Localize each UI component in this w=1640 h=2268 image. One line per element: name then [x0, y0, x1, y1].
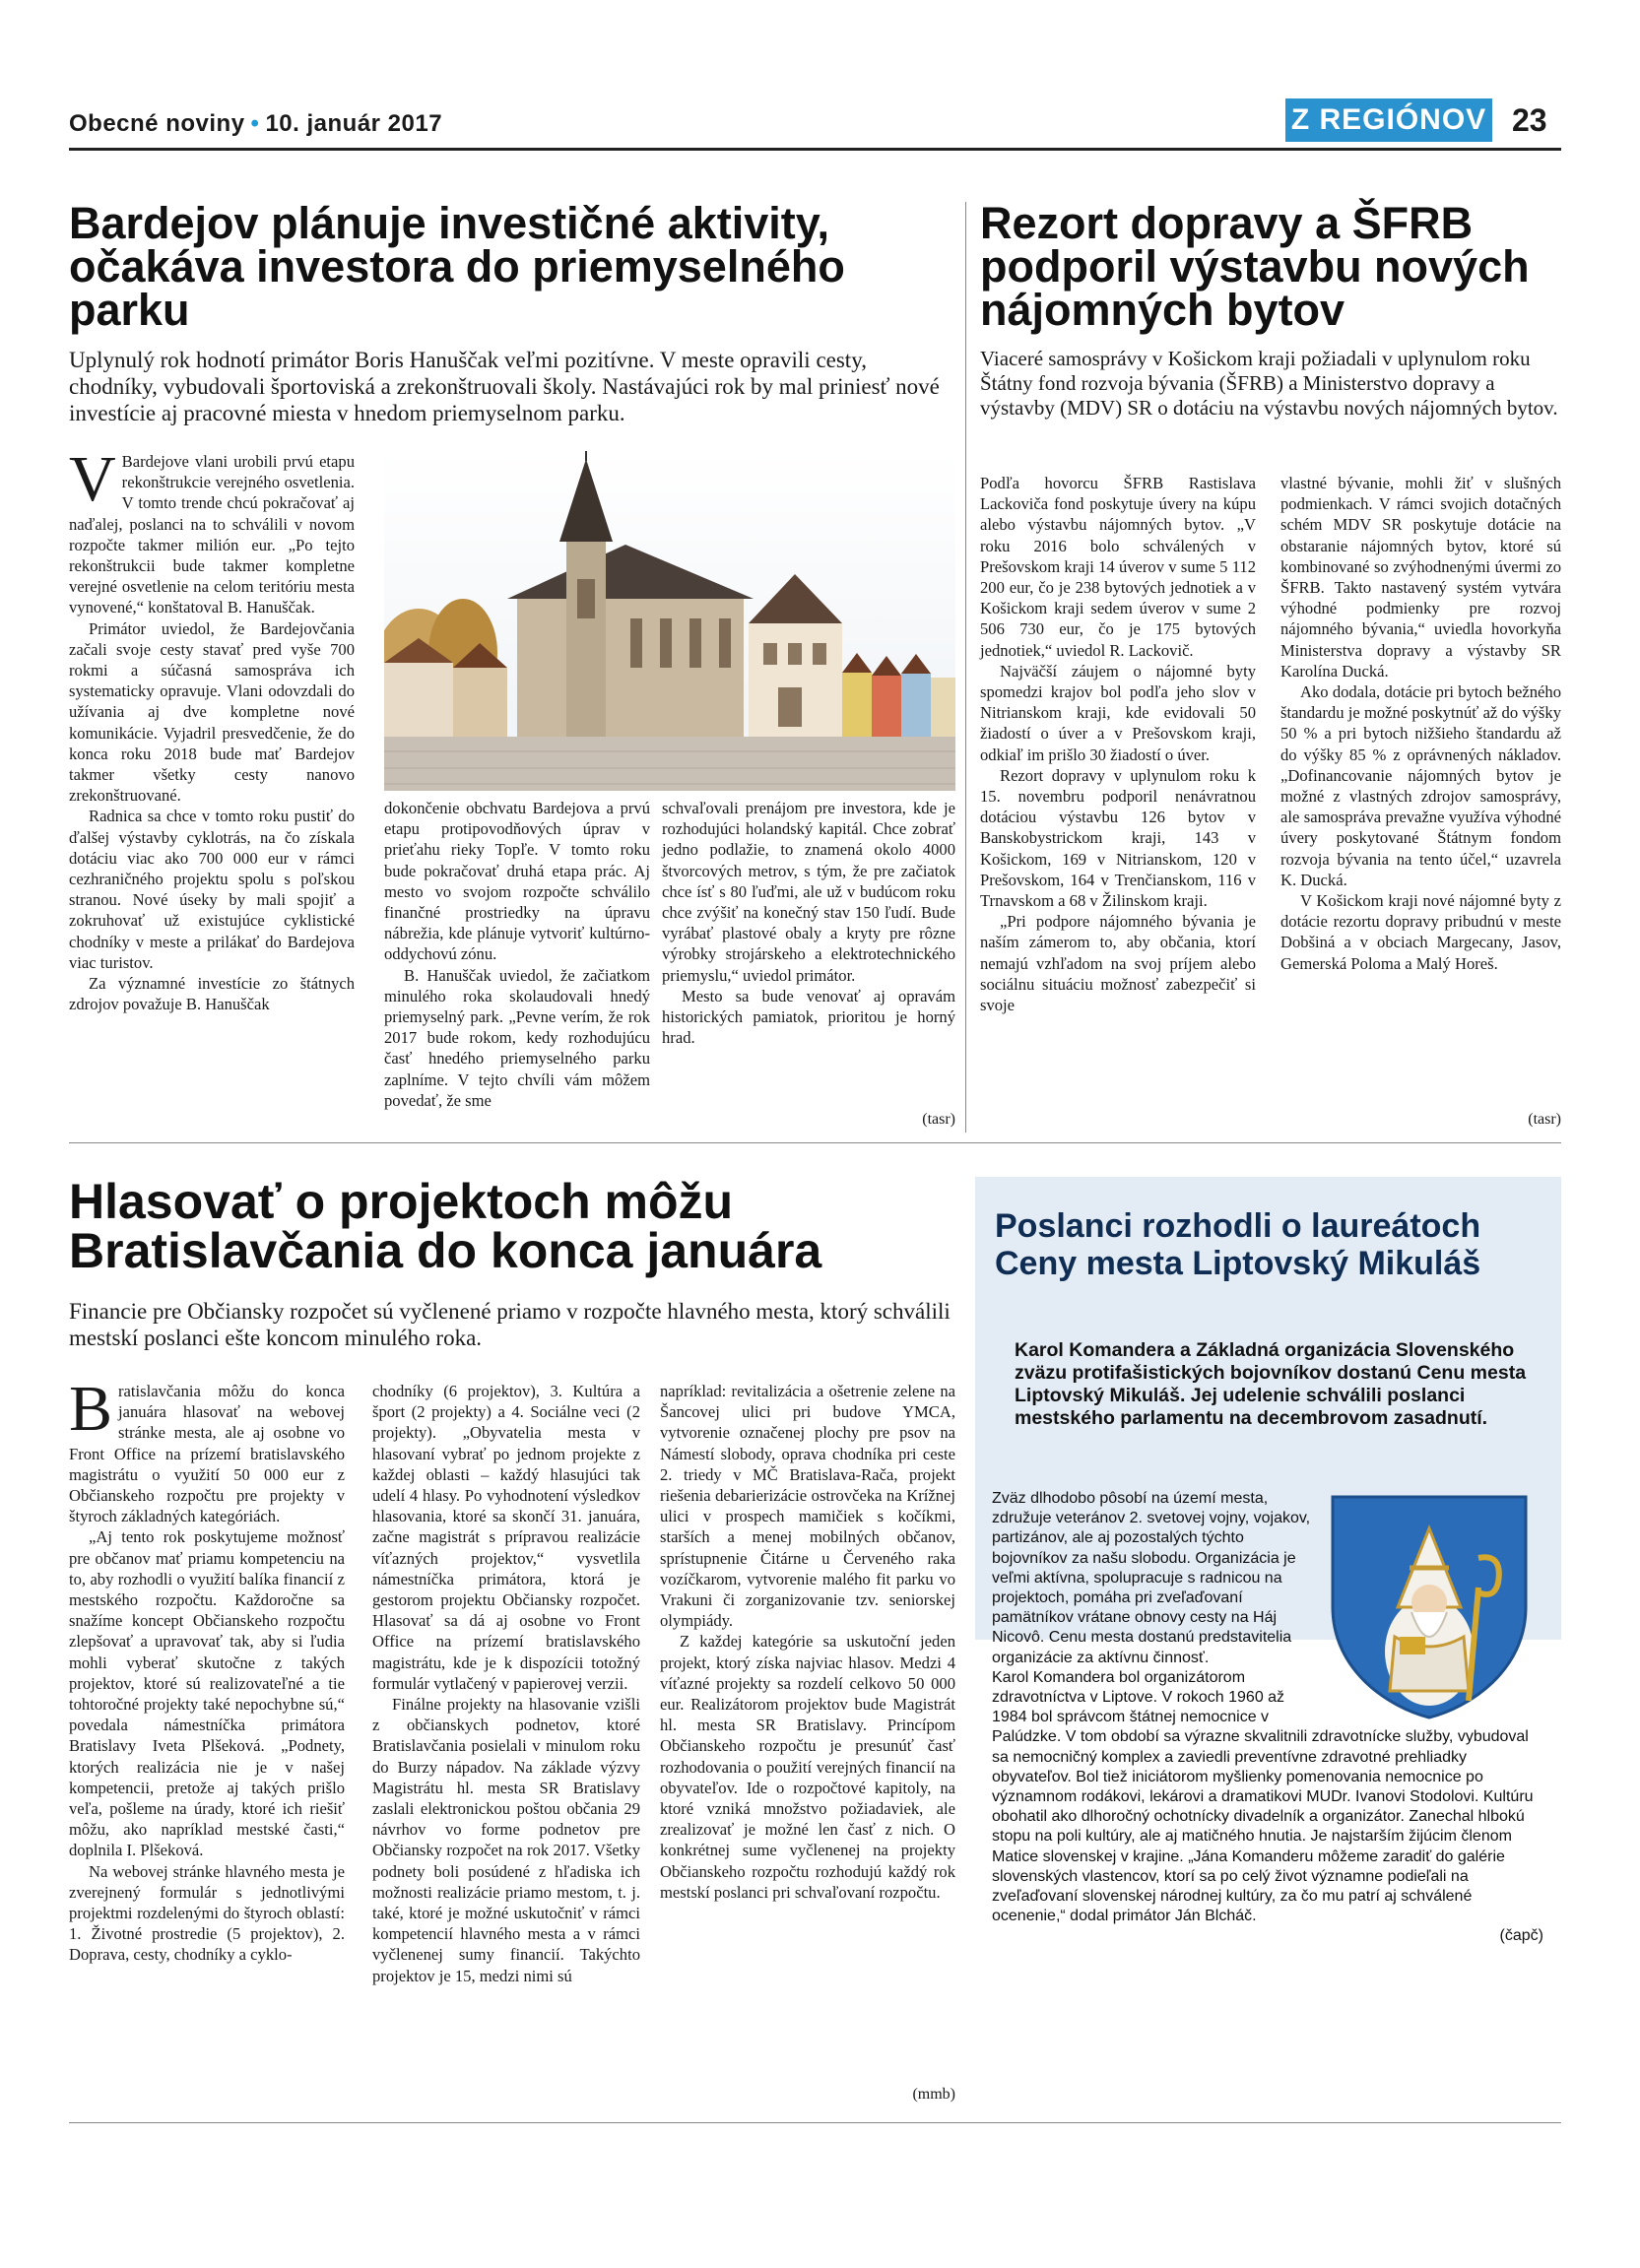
- paragraph: „Aj tento rok poskytujeme možnosť pre občanov mať priamu kompetenciu na to, aby rozhodli o využití balíka financií z mestského rozpočtu. Každoročne sa snažíme koncept Občianskeho rozpočtu zlepšovať a upravovať tak, aby si ľudia mohli vyberať skutočne z takých projektov, ktoré sú realizovateľné a tie tohtoročné projekty také nepochybne sú,“ povedala námestníčka primátora Bratislavy Iveta Plšeková. „Podnety, ktorých realizácia nie je v našej kompetencii, pretože aj takých prišlo veľa, pošleme na úrady, ktoré ich riešiť môžu, ako napríklad mestské časti,“ doplnila I. Plšeková.: [69, 1527, 345, 1860]
- article-column: [384, 798, 650, 1111]
- article-lead: Uplynulý rok hodnotí primátor Boris Hanuščak veľmi pozitívne. V meste opravili cesty, chodníky, vybudovali športoviská a zrekonštruovali školy. Nastávajúci rok by mal priniesť nové investície aj pracovné miesta v hnedom priemyselnom parku.: [69, 348, 940, 425]
- article-column: [1280, 473, 1561, 974]
- paragraph: Primátor uviedol, že Bardejovčania začali svoje cesty stavať pred vyše 700 rokmi a súčasná samospráva ich systematicky opravuje. Vlani odovzdali do užívania aj dve kompletne nové komunikácie. Vyjadril presvedčenie, že do konca roku 2018 bude mať Bardejov takmer všetky cesty nanovo zrekonštruované.: [69, 618, 355, 806]
- paragraph: Najväčší záujem o nájomné byty spomedzi krajov bol podľa jeho slov v Nitrianskom kraji, kde evidovali 50 žiadostí o úver a v Prešovskom kraji, odkiaľ im prišlo 30 žiadostí o úver.: [980, 661, 1256, 764]
- article-headline: Rezort dopravy a ŠFRB podporil výstavbu nových nájomných bytov: [980, 198, 1530, 335]
- paragraph: V Košickom kraji nové nájomné byty z dotácie rezortu dopravy pribudnú v meste Dobšiná a v obciach Margecany, Jasov, Gemerská Poloma a Malý Horeš.: [1280, 891, 1561, 973]
- article-column: [660, 1381, 955, 1903]
- footer-rule: [69, 2122, 1561, 2123]
- masthead: [69, 110, 442, 138]
- paragraph: Za významné investície zo štátnych zdrojov považuje B. Hanuščak: [69, 974, 355, 1014]
- paragraph: vlastné bývanie, mohli žiť v slušných podmienkach. V rámci svojich dotačných schém MDV SR poskytuje dotácie na obstaranie nájomných bytov, ktoré sú kombinované so zvýhodnenými úvermi zo ŠFRB. Takto nastavený systém vytvára výhodné podmienky pre rozvoj nájomného bývania,“ uviedla hovorkyňa Ministerstva dopravy a výstavby SR Karolína Ducká.: [1280, 474, 1561, 680]
- separator-dot: •: [250, 110, 260, 137]
- paragraph: Finálne projekty na hlasovanie vzišli z občianskych podnetov, ktoré Bratislavčania posielali v minulom roku do Burzy nápadov. Na základe výzvy Magistrátu hl. mesta SR Bratislavy zaslali elektronickou poštou občania 29 návrhov vo forme podnetov pre Občiansky rozpočet na rok 2017. Všetky podnety boli posúdené z hľadiska ich možnosti realizácie priamo mestom, t. j. také, ktoré je možné uskutočniť v rámci kompetencií hlavného mesta a v rámci vyčlenenej sumy financií. Takýchto projektov je 15, medzi nimi sú: [372, 1695, 640, 1985]
- paragraph: Na webovej stránke hlavného mesta je zverejnený formulár s jednotlivými projektmi rozdelenými do štyroch oblastí: 1. Životné prostredie (5 projektov), 2. Doprava, cesty, chodníky a cyklo-: [69, 1861, 345, 1965]
- article-lead: Financie pre Občiansky rozpočet sú vyčlenené priamo v rozpočte hlavného mesta, ktorý schválili mestskí poslanci ešte koncom minulého roka.: [69, 1299, 951, 1350]
- article-signature: (tasr): [922, 1111, 955, 1128]
- boxed-body: [992, 1489, 1543, 1947]
- paragraph: dokončenie obchvatu Bardejova a prvú etapu protipovodňových úprav v prieťahu rieky Topľe. V tomto roku bude pokračovať druhá etapa prác. Aj mesto vo svojom rozpočte schválilo finančné prostriedky na úpravu nábrežia, kde plánuje vytvoriť kultúrno-oddychovú zónu.: [384, 799, 650, 964]
- section-label: Z REGIÓNOV: [1285, 98, 1492, 142]
- paragraph: napríklad: revitalizácia a ošetrenie zelene na Šancovej ulici pri budove YMCA, vytvorenie označenej plochy pre psov na Námestí slobody, oprava chodníka pri ceste 2. triedy v MČ Bratislava-Rača, projekt riešenia debarierizácie ostrovčeka na Krížnej ulici v prospech mamičiek s kočíkmi, starších a menej mobilných občanov, sprístupnenie Čitárne u Červeného raka vozíčkarom, vytvorenie malého fit parku vo Vrakuni či zorganizovanie tzv. seniorskej olympiády.: [660, 1382, 955, 1631]
- paragraph: Bardejove vlani urobili prvú etapu rekonštrukcie verejného osvetlenia. V tomto trende chcú pokračovať aj naďalej, poslanci na to schválili v novom rozpočte takmer milión eur. „Po tejto rekonštrukcii bude takmer kompletne verejné osvetlenie na celom teritóriu mesta vynovené,“ konštatoval B. Hanuščak.: [69, 452, 355, 617]
- column-divider: [965, 202, 966, 1133]
- boxed-headline: Poslanci rozhodli o laureátoch Ceny mesta Liptovský Mikuláš: [995, 1207, 1481, 1282]
- paragraph: Radnica sa chce v tomto roku pustiť do ďalšej výstavby cyklotrás, na čo získala dotáciu viac ako 700 000 eur v rámci cezhraničného projektu spolu s poľskou stranou. Nové úseky by mali spojiť a zokruhovať už existujúce cyklistické chodníky v meste a prilákať do Bardejova viac turistov.: [69, 807, 355, 972]
- article-column: [980, 473, 1256, 1015]
- paragraph: Mesto sa bude venovať aj opravám historických pamiatok, prioritou je horný hrad.: [662, 986, 955, 1048]
- church-square-icon: [384, 451, 955, 791]
- article-column: [662, 798, 955, 1048]
- section-rule: [69, 1142, 1561, 1143]
- drop-cap: B: [69, 1373, 113, 1445]
- article-signature: (tasr): [1528, 1111, 1561, 1128]
- article-signature: (mmb): [912, 2086, 955, 2103]
- article-headline: Bardejov plánuje investičné aktivity, očakáva investora do priemyselného parku: [69, 198, 845, 335]
- paragraph: B. Hanuščak uviedol, že začiatkom minulého roka skolaudovali hnedý priemyselný park. „Pevne verím, že rok 2017 bude rokom, kedy rozhodujúcu časť hnedého priemyselného parku zaplníme. V tejto chvíli vám môžem povedať, že sme: [384, 965, 650, 1110]
- paragraph: Ako dodala, dotácie pri bytoch bežného štandardu je možné poskytnúť až do výšky 50 % a pri bytoch nižšieho štandardu až do výšky 85 % z oprávnených nákladov. „Dofinancovanie nájomných bytov je možné z vlastných zdrojov samosprávy, ale samospráva prevažne využíva výhodné úvery poskytované Štátnym fondom rozvoja bývania na tento účel,“ uzavrela K. Ducká.: [1280, 682, 1561, 889]
- publication-name: Obecné noviny: [69, 110, 245, 137]
- paragraph: schvaľovali prenájom pre investora, kde je rozhodujúci holandský kapitál. Chce zobrať jedno podlažie, to znamená okolo 4000 štvorcových metrov, s tým, že pre začiatok chce ísť s 80 ľuďmi, ale už v budúcom roku chce zvýšiť na konečný stav 150 ľudí. Bude vyrábať plastové obaly a kryty pre rôzne výrobky strojárskeho a elektrotechnického priemyslu,“ uviedol primátor.: [662, 799, 955, 985]
- article-column: [69, 443, 355, 1014]
- article-column: [372, 1381, 640, 1986]
- paragraph: „Pri podpore nájomného bývania je naším zámerom to, aby občania, ktorí nemajú vzhľadom na svoj príjem alebo sociálnu situáciu možnosť zabezpečiť si svoje: [980, 912, 1256, 1015]
- article-column: [69, 1373, 345, 1966]
- article-lead: Viaceré samosprávy v Košickom kraji požiadali v uplynulom roku Štátny fond rozvoja bývania (ŠFRB) a Ministerstvo dopravy a výstavby (MDV) SR o dotáciu na výstavbu nových nájomných bytov.: [980, 347, 1558, 420]
- page-number: 23: [1512, 102, 1547, 138]
- paragraph: Podľa hovorcu ŠFRB Rastislava Lackoviča fond poskytuje úvery na kúpu alebo výstavbu nájomných bytov. „V roku 2016 bolo schválených v Prešovskom kraji 14 úverov v sume 5 112 200 eur, čo je 238 bytových jednotiek a v Košickom kraji sedem úverov v sume 2 506 730 eur, čo je 175 bytových jednotiek,“ uviedol R. Lackovič.: [980, 474, 1256, 660]
- paragraph: Zväz dlhodobo pôsobí na území mesta, združuje veteránov 2. svetovej vojny, vojakov, partizánov, ale aj pozostalých týchto bojovníkov za našu slobodu. Organizácia je veľmi aktívna, spolupracuje s radnicou na projektoch, pomáha pri zveľaďovaní pamätníkov vrátane obnovy cesty na Háj Nicovô. Cenu mesta dostanú predstavitelia organizácie za aktívnu činnosť.: [992, 1490, 1311, 1666]
- paragraph: chodníky (6 projektov), 3. Kultúra a šport (2 projekty) a 4. Sociálne veci (2 projekty). „Obyvatelia mesta v hlasovaní vybrať po jednom projekte z každej oblasti – každý hlasujúci tak udelí 4 hlasy. Po vyhodnotení výsledkov hlasovania, ktoré sa skončí 31. januára, začne magistrát s prípravou realizácie víťazných projektov,“ vysvetlila námestníčka primátora, ktorá je gestorom projektu Občiansky rozpočet. Hlasovať sa dá aj osobne vo Front Office na prízemí bratislavského magistrátu, kde je k dispozícii totožný formulár vytlačený v papierovej verzii.: [372, 1382, 640, 1693]
- article-headline: Hlasovať o projektoch môžu Bratislavčania do konca januára: [69, 1174, 822, 1278]
- paragraph: ratislavčania môžu do konca januára hlasovať na webovej stránke mesta, ale aj osobne vo Front Office na prízemí bratislavského magistrátu o využití 50 000 eur z Občianskeho rozpočtu pre projekty v štyroch základných kategóriách.: [69, 1382, 345, 1526]
- boxed-lead: Karol Komandera a Základná organizácia Slovenského zväzu protifašistických bojovníkov dostanú Cenu mesta Liptovský Mikuláš. Jej udelenie schválili poslanci mestského parlamentu na decembrovom zasadnutí.: [1015, 1339, 1527, 1429]
- paragraph: Z každej kategórie sa uskutoční jeden projekt, ktorý získa najviac hlasov. Medzi 4 víťazné projekty sa rozdelí celkovo 50 000 eur. Realizátorom projektov bude Magistrát hl. mesta SR Bratislavy. Princípom Občianskeho rozpočtu je presunúť časť rozhodovania o použití verejných financií na obyvateľov. Ide o rozpočtové kapitoly, na ktoré vzniká množstvo požiadaviek, ale zrealizovať je možné len časť z nich. O konkrétnej sume vyčlenenej na projekty Občianskeho rozpočtu rozhodujú každý rok mestskí poslanci pri schvaľovaní rozpočtu.: [660, 1632, 955, 1902]
- paragraph: Rezort dopravy v uplynulom roku k 15. novembru podporil nenávratnou dotáciou výstavbu 126 bytov v Banskobystrickom kraji, 143 v Košickom, 169 v Nitrianskom, 120 v Prešovskom, 164 v Trenčianskom, 116 v Trnavskom a 68 v Žilinskom kraji.: [980, 765, 1256, 911]
- issue-date: 10. január 2017: [265, 110, 443, 137]
- coat-of-arms-icon: [1321, 1489, 1538, 1720]
- paragraph: Karol Komandera bol organizátorom zdravotníctva v Liptove. V rokoch 1960 až 1984 bol správcom štátnej nemocnice v Palúdzke. V tom období sa výrazne skvalitnili zdravotnícke služby, vybudoval sa nemocničný komplex a zaviedli preventívne zdravotné prehliadky obyvateľov. Bol tiež iniciátorom myšlienky pomenovania nemocnice po významnom rodákovi, lekárovi a dramatikovi MUDr. Ivanovi Stodolovi. Kultúru obohatil ako dlhoročný ochotnícky divadelník a organizátor. Zanechal hlbokú stopu na poli kultúry, ale aj matičného hnutia. Je najstarším žijúcim členom Matice slovenskej v krajine. „Jána Komanderu môžeme zaradiť do galérie slovenských vlastencov, ktorí sa po celý život významne podieľali na zveľaďovaní slovenskej národnej kultúry, za čo mu patrí aj schválené ocenenie,“ dodal primátor Ján Blcháč.: [992, 1668, 1534, 1925]
- article-signature: (čapč): [1499, 1927, 1543, 1945]
- header-rule: [69, 148, 1561, 151]
- drop-cap: V: [69, 443, 116, 515]
- bardejov-photo: [384, 451, 955, 791]
